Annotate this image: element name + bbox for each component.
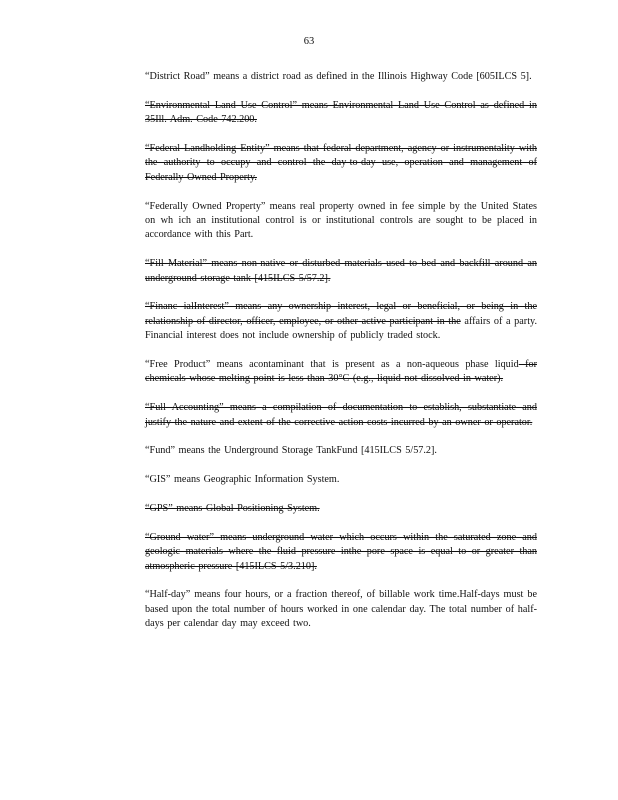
definition-paragraph [145, 257, 537, 286]
definitions-list [145, 70, 537, 646]
definition-text: “Federal Landholding Entity” means that federal department, agency or instrumentality with the authority to occupy and control the day-to-day use, operation and management of Federally Owned Property. [145, 143, 537, 183]
definition-paragraph [145, 358, 537, 387]
definition-paragraph [145, 444, 537, 458]
definition-text-continued: affairs of a party. Financial interest does not include ownership of publicly traded stock. [145, 315, 537, 342]
definition-text: “Federally Owned Property” means real property owned in fee simple by the United States on wh ich an institutional control is or institutional controls are sought to be placed in accordance with this Part. [145, 200, 537, 241]
definition-text: “Fund” means the Underground Storage TankFund [415ILCS 5/57.2]. [145, 445, 437, 457]
definition-paragraph [145, 300, 537, 343]
definition-paragraph [145, 99, 537, 128]
definition-text: “Financ ialInterest” means any ownership interest, legal or beneficial, or being in the relationship of director, officer, employee, or other active participant in the [145, 301, 537, 327]
definition-text: “Environmental Land Use Control” means Environmental Land Use Control as defined in 35Ill. Adm. Code 742.200. [145, 99, 537, 126]
definition-paragraph [145, 588, 537, 631]
definition-paragraph [145, 401, 537, 430]
definition-paragraph [145, 502, 537, 516]
definition-paragraph [145, 531, 537, 574]
definition-text: “GIS” means Geographic Information System. [145, 474, 340, 486]
page-number: 63 [303, 36, 315, 47]
definition-text-continued: for chemicals whose melting point is less than 30°C (e.g., liquid not dissolved in water). [145, 359, 537, 385]
definition-text: “Full Accounting” means a compilation of documentation to establish, substantiate and justify the nature and extent of the corrective action costs incurred by an owner or operator. [145, 402, 537, 428]
definition-paragraph [145, 70, 537, 84]
definition-text: “GPS” means Global Positioning System. [145, 503, 320, 515]
definition-paragraph [145, 200, 537, 243]
definition-text: “Half-day” means four hours, or a fraction thereof, of billable work time.Half-days must be based upon the total number of hours worked in one calendar day. The total number of half-days per calendar day may exceed two. [145, 589, 537, 630]
definition-paragraph [145, 142, 537, 185]
definition-paragraph [145, 473, 537, 487]
definition-text: “Free Product” means acontaminant that is present as a non-aqueous phase liquid [145, 359, 519, 371]
definition-text: “Ground water” means underground water which occurs within the saturated zone and geologic materials where the fluid pressure inthe pore space is equal to or greater than atmospheric pressure [415ILCS 5/3.210]. [145, 531, 537, 572]
definition-text: “Fill Material” means non-native or disturbed materials used to bed and backfill around an underground storage tank [415ILCS 5/57.2]. [145, 258, 537, 284]
definition-text: “District Road” means a district road as defined in the Illinois Highway Code [605ILCS 5]. [145, 71, 532, 82]
